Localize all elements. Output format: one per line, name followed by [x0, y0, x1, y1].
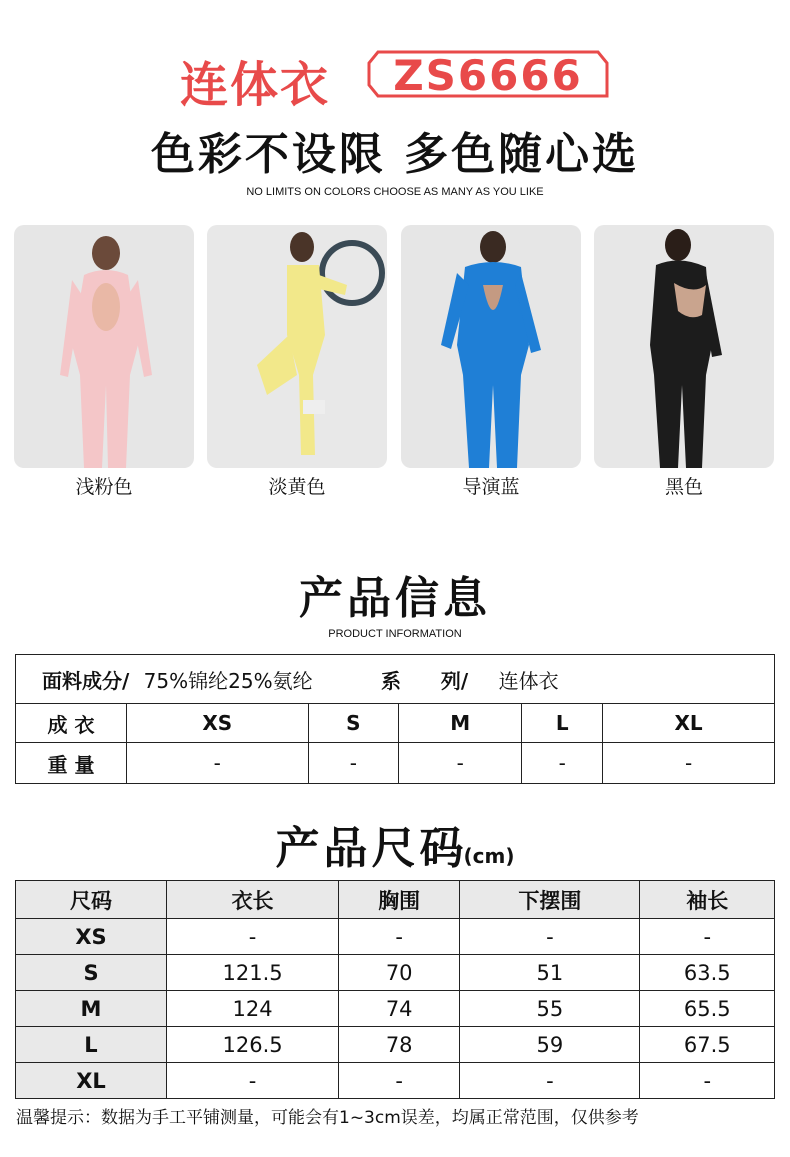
cell-chest: -	[339, 919, 460, 955]
size-chart-table	[15, 880, 775, 1099]
weight-xl: -	[603, 743, 775, 784]
cell-sleeve: 65.5	[640, 991, 775, 1027]
color-subtitle: 色彩不设限 多色随心选	[150, 129, 640, 180]
weight-label-1: 成 衣	[16, 704, 127, 743]
series-label: 系 列/	[380, 668, 469, 693]
size-chart-title: 产品尺码	[275, 823, 468, 874]
weight-l: -	[522, 743, 603, 784]
table-row	[16, 991, 775, 1027]
cell-hem: -	[460, 1063, 640, 1099]
weight-m: -	[399, 743, 522, 784]
product-info-title: 产品信息	[299, 573, 491, 624]
title-row	[0, 40, 790, 113]
cell-length: 124	[167, 991, 339, 1027]
cell-chest: 70	[339, 955, 460, 991]
photo-yellow	[207, 225, 387, 468]
fabric-label: 面料成分/	[42, 668, 130, 693]
row-size: S	[16, 955, 167, 991]
product-info-table	[15, 654, 775, 784]
weight-s: -	[308, 743, 399, 784]
cell-hem: -	[460, 919, 640, 955]
size-head-m: M	[399, 704, 522, 743]
size-head-l: L	[522, 704, 603, 743]
size-head-xs: XS	[127, 704, 309, 743]
header-chest: 胸围	[339, 881, 460, 919]
product-title: 连体衣	[180, 57, 331, 113]
fabric-series-row	[16, 655, 775, 704]
weight-label-2: 重 量	[16, 743, 127, 784]
color-label-yellow: 淡黄色	[268, 476, 326, 498]
cell-chest: 74	[339, 991, 460, 1027]
table-row	[16, 1027, 775, 1063]
color-label-black: 黑色	[664, 476, 703, 498]
product-code: ZS6666	[393, 51, 583, 100]
size-head-s: S	[308, 704, 399, 743]
cell-length: -	[167, 1063, 339, 1099]
size-chart-unit: (cm)	[463, 844, 515, 868]
cell-sleeve: -	[640, 1063, 775, 1099]
weight-xs: -	[127, 743, 309, 784]
cell-length: -	[167, 919, 339, 955]
header-sleeve: 袖长	[640, 881, 775, 919]
cell-chest: 78	[339, 1027, 460, 1063]
table-row	[16, 1063, 775, 1099]
row-size: XL	[16, 1063, 167, 1099]
row-size: XS	[16, 919, 167, 955]
photo-black	[594, 225, 774, 468]
cell-sleeve: 67.5	[640, 1027, 775, 1063]
size-head-xl: XL	[603, 704, 775, 743]
table-row	[16, 955, 775, 991]
cell-hem: 59	[460, 1027, 640, 1063]
row-size: L	[16, 1027, 167, 1063]
color-subtitle-en: NO LIMITS ON COLORS CHOOSE AS MANY AS YOU LIKE	[246, 186, 544, 198]
cell-length: 126.5	[167, 1027, 339, 1063]
size-chart-title-wrap	[0, 812, 790, 876]
fabric-value: 75%锦纶25%氨纶	[143, 668, 313, 693]
header-size: 尺码	[16, 881, 167, 919]
header-length: 衣长	[167, 881, 339, 919]
table-row	[16, 919, 775, 955]
cell-hem: 55	[460, 991, 640, 1027]
cell-hem: 51	[460, 955, 640, 991]
cell-chest: -	[339, 1063, 460, 1099]
photo-blue	[401, 225, 581, 468]
color-label-blue: 导演蓝	[462, 476, 520, 498]
cell-sleeve: -	[640, 919, 775, 955]
color-photos	[14, 225, 776, 470]
header-hem: 下摆围	[460, 881, 640, 919]
photo-pink	[14, 225, 194, 468]
product-code-badge	[366, 49, 610, 99]
product-info-title-en: PRODUCT INFORMATION	[328, 628, 462, 640]
measurement-note: 温馨提示：数据为手工平铺测量，可能会有1~3cm误差，均属正常范围，仅供参考	[16, 1108, 639, 1128]
row-size: M	[16, 991, 167, 1027]
cell-sleeve: 63.5	[640, 955, 775, 991]
cell-length: 121.5	[167, 955, 339, 991]
series-value: 连体衣	[498, 668, 559, 693]
color-label-pink: 浅粉色	[75, 476, 133, 498]
